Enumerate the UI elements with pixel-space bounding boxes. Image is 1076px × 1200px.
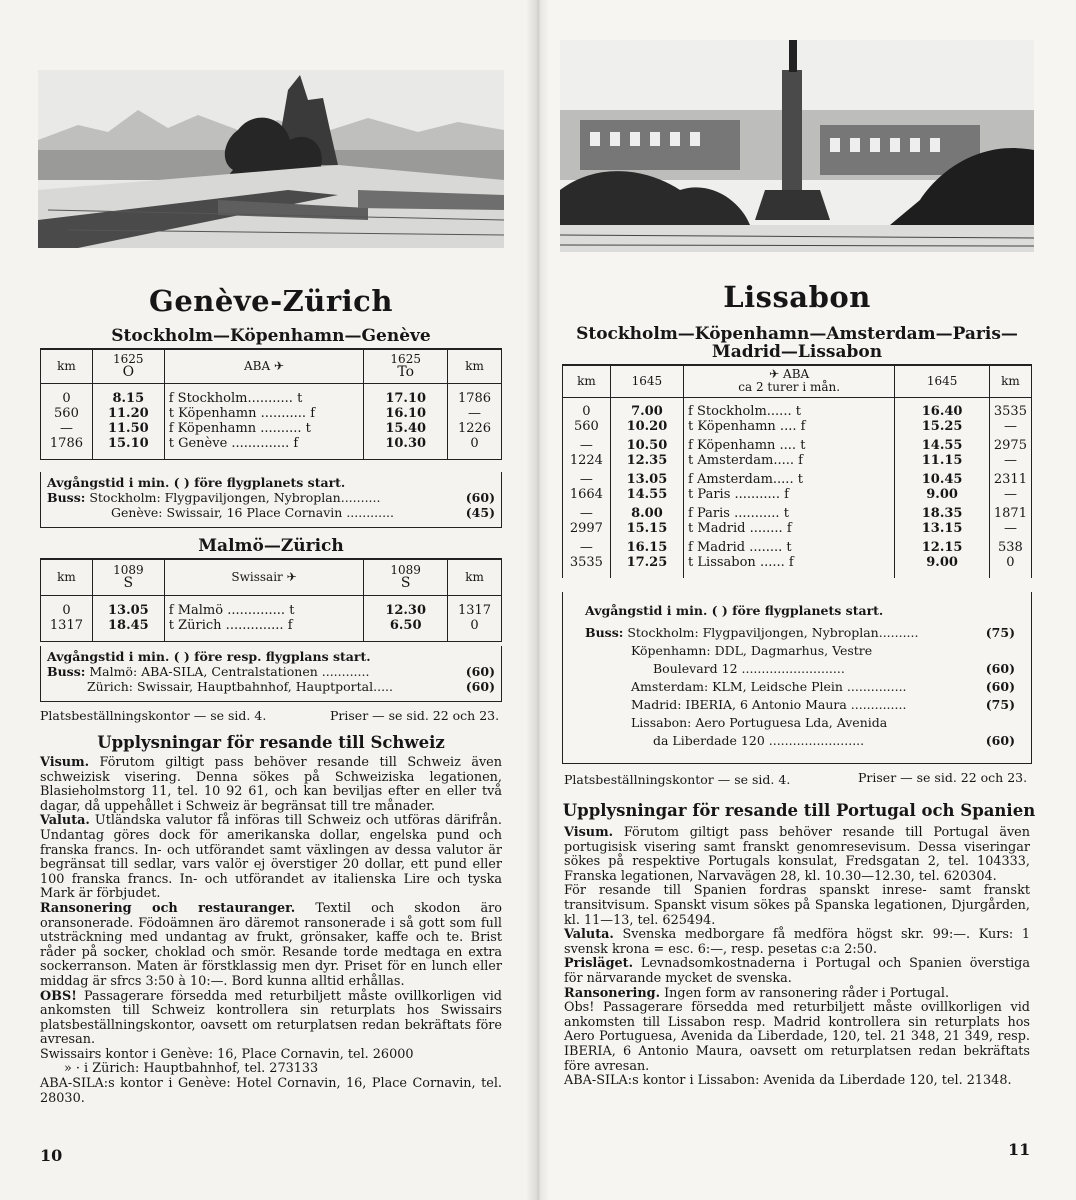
- table-row: 0 8.15 f Stockholm........... t 17.10 1786: [41, 391, 502, 406]
- table-row: 560 11.20 t Köpenhamn ........... f 16.10 —: [41, 406, 502, 421]
- prices-ref: Priser — se sid. 22 och 23.: [330, 708, 500, 723]
- table-row: 2997 15.15 t Madrid ........ f 13.15 —: [563, 521, 1032, 536]
- contact-line: » · i Zürich: Hauptbahnhof, tel. 273133: [64, 1061, 319, 1077]
- info-paragraph: Valuta. Utländska valutor få införas till Schweiz och utföras därifrån. Undantag göres dock för amerikanska dollar, engelska pund och franska francs. In- och utförandet samt växlingen av dessa valutor är begränsat till sedlar, vars valör ej överstiger 20 dollar, ett pund eller 100 franska francs. In- och utförandet av italienska Lire och tyska Mark är förbjudet.: [40, 813, 502, 902]
- flight-out-header: 1625 O: [92, 349, 164, 383]
- info-paragraph: Ransonering. Ingen form av ransonering råder i Portugal.: [564, 985, 950, 1001]
- table-row: — 13.05 f Amsterdam..... t 10.45 2311: [563, 472, 1032, 487]
- plane-icon: ✈: [286, 569, 297, 584]
- table-row: 1317 18.45 t Zürich .............. f 6.50 0: [41, 618, 502, 633]
- info-paragraph: ABA-SILA:s kontor i Lissabon: Avenida da Liberdade 120, tel. 21348.: [564, 1073, 1012, 1089]
- info-heading: Upplysningar för resande till Schweiz: [97, 733, 445, 752]
- table-row: 1224 12.35 t Amsterdam..... f 11.15 —: [563, 453, 1032, 468]
- table-row: — 8.00 f Paris ........... t 18.35 1871: [563, 506, 1032, 521]
- info-paragraph: Prisläget. Levnadsomkostnaderna i Portugal och Spanien överstiga för närvarande mycket de svenska.: [564, 956, 1030, 986]
- table-row: — 16.15 f Madrid ........ t 12.15 538: [563, 540, 1032, 555]
- table-row: 3535 17.25 t Lissabon ...... f 9.00 0: [563, 555, 1032, 570]
- timetable-header: [41, 349, 502, 383]
- table-row: 1664 14.55 t Paris ........... f 9.00 —: [563, 487, 1032, 502]
- timetable-notes: Avgångstid i min. ( ) före flygplanets start. Buss: Stockholm: Flygpaviljongen, Nybroplan.......... (60) Genève: Swissair, 16 Place Cornavin ............ (45): [40, 472, 502, 528]
- route-subtitle-line1: Stockholm—Köpenhamn—Amsterdam—Paris—: [576, 324, 1018, 344]
- table-row: 0 7.00 f Stockholm...... t 16.40 3535: [563, 404, 1032, 419]
- contact-line: Swissairs kontor i Genève: 16, Place Cornavin, tel. 26000: [40, 1046, 414, 1062]
- prices-ref: Priser — se sid. 22 och 23.: [858, 770, 1028, 785]
- plane-icon: ✈: [273, 358, 285, 373]
- km-header: km: [41, 349, 93, 383]
- lisbon-illustration: [560, 40, 1034, 252]
- info-paragraph: Visum. Förutom giltigt pass behöver resande till Schweiz även schweizisk visering. Denna sökes på Schweiziska legationen, Blasieholmstorg 11, tel. 10 92 61, och kan beviljas efter en eller två dagar, då uppehållet i Schweiz är begränsat till tre månader.: [40, 755, 502, 814]
- info-paragraph: Obs! Passagerare försedda med returbiljett måste ovillkorligen vid ankomsten till Lissabon resp. Madrid kontrollera sin returplats hos Aero Portuguesa, Avenida da Liberdade, 120, tel. 21 348, 21 349, resp. IBERIA, 6 Antonio Maura, oavsett om returplatsen redan bekräftats före avresan.: [564, 1000, 1030, 1074]
- table-row: 560 10.20 t Köpenhamn .... f 15.25 —: [563, 419, 1032, 434]
- page-title: Genève-Zürich: [149, 284, 393, 318]
- timetable-lissabon: km 1645 ✈ ABA ca 2 turer i mån. 1645 km 0 7.00 f Stockholm...... t 16.40 3535 560 10.20 t Köpenhamn .... f 15.25 — — 10.50 f Köpenhamn .... t 14.55 2975 1224 12.35 t Amsterdam..... f 11.15 — — 13.05 f Amsterdam..... t 10.45 2311 1664 14.55 t Paris ........... f 9.00 — — 8.00 f Paris ........... t 18.35 1871 2997 15.15 t Madrid ........ f 13.15 — — 16.15 f Madrid ........ t 12.15 538 3535 17.25 t Lissabon ...... f 9.00 0: [562, 364, 1032, 578]
- contact-line: ABA-SILA:s kontor i Genève: Hotel Cornavin, 16, Place Cornavin, tel. 28030.: [40, 1076, 502, 1106]
- plane-icon: ✈: [769, 367, 780, 382]
- table-row: — 11.50 f Köpenhamn .......... t 15.40 1226: [41, 421, 502, 436]
- table-row: 1786 15.10 t Genève .............. f 10.30 0: [41, 436, 502, 451]
- page-11: [538, 0, 1076, 1200]
- info-paragraph: Visum. Förutom giltigt pass behöver resande till Portugal även portugisisk visering samt franskt genomresevisum. Dessa viseringar sökes på respektive Portugals konsulat, Fredsgatan 2, tel. 104333, Franska legationen, Narvavägen 28, kl. 10.30—12.30, tel. 620304.: [564, 825, 1030, 884]
- info-paragraph: För resande till Spanien fordras spanskt inrese- samt franskt transitvisum. Spanskt visum sökes på Spanska legationen, Djurgården, kl. 11—13, tel. 625494.: [564, 883, 1030, 928]
- info-text: [40, 756, 502, 1106]
- carrier-header: ABA ✈: [164, 349, 364, 383]
- booking-office-ref: Platsbeställningskontor — se sid. 4.: [40, 708, 267, 723]
- info-paragraph: Ransonering och restauranger. Textil och skodon äro oransonerade. Födoämnen äro däremot ransonerade i så gott som full utsträckning med undantag av frukt, grönsaker, kaffe och te. Brist råder på socker, choklad och smör. Resande torde medtaga en extra sockerranson. Maten är förstklassig men dyr. Priset för en lunch eller middag är sfrcs 3:50 à 10:—. Bord kunna alltid erhållas.: [40, 900, 502, 989]
- page-number: 10: [40, 1146, 63, 1165]
- flight-back-header: 1625 To: [364, 349, 448, 383]
- info-paragraph: Valuta. Svenska medborgare få medföra högst skr. 99:—. Kurs: 1 svensk krona = esc. 6:—, resp. pesetas c:a 2:50.: [564, 927, 1030, 957]
- page-number: 11: [1008, 1140, 1031, 1159]
- info-paragraph: OBS! Passagerare försedda med returbiljett måste ovillkorligen vid ankomsten till Schweiz kontrollera sin returplats hos Swissairs platsbeställningskontor, oavsett om returplatsen redan bekräftats före avresan.: [40, 988, 502, 1048]
- route-subtitle-malmo: Malmö—Zürich: [198, 536, 344, 556]
- booking-office-ref: Platsbeställningskontor — se sid. 4.: [564, 772, 791, 787]
- timetable-geneve: [40, 348, 502, 460]
- page-title-lissabon: Lissabon: [723, 280, 871, 314]
- timetable-malmo: km 1089 S Swissair ✈ 1089 S km 0 13.05 f Malmö .............. t 12.30 1317 1317 18.45 t Zürich .............. f 6.50 0: [40, 558, 502, 642]
- km-header-right: km: [448, 349, 502, 383]
- info-heading: Upplysningar för resande till Portugal och Spanien: [562, 801, 1036, 820]
- table-row: 0 13.05 f Malmö .............. t 12.30 1317: [41, 603, 502, 618]
- book-gutter: [526, 0, 550, 1200]
- lissabon-notes: Avgångstid i min. ( ) före flygplanets start. Buss: Stockholm: Flygpaviljongen, Nybroplan.......... (75) Köpenhamn: DDL, Dagmarhus, Vestre Boulevard 12 .......................... (60) Amsterdam: KLM, Leidsche Plein ............... (60) Madrid: IBERIA, 6 Antonio Maura .............. (75) Lissabon: Aero Portuguesa Lda, Avenida da Liberdade 120 ........................ (60): [562, 592, 1032, 764]
- route-subtitle-line2: Madrid—Lissabon: [711, 342, 883, 362]
- geneva-illustration: [38, 70, 504, 248]
- route-subtitle: Stockholm—Köpenhamn—Genève: [111, 326, 431, 346]
- info-text: [564, 826, 1030, 1089]
- malmo-notes: Avgångstid i min. ( ) före resp. flygplans start. Buss: Malmö: ABA-SILA, Centralstationen ............ (60) Zürich: Swissair, Hauptbahnhof, Hauptportal..... (60): [40, 646, 502, 702]
- table-row: — 10.50 f Köpenhamn .... t 14.55 2975: [563, 438, 1032, 453]
